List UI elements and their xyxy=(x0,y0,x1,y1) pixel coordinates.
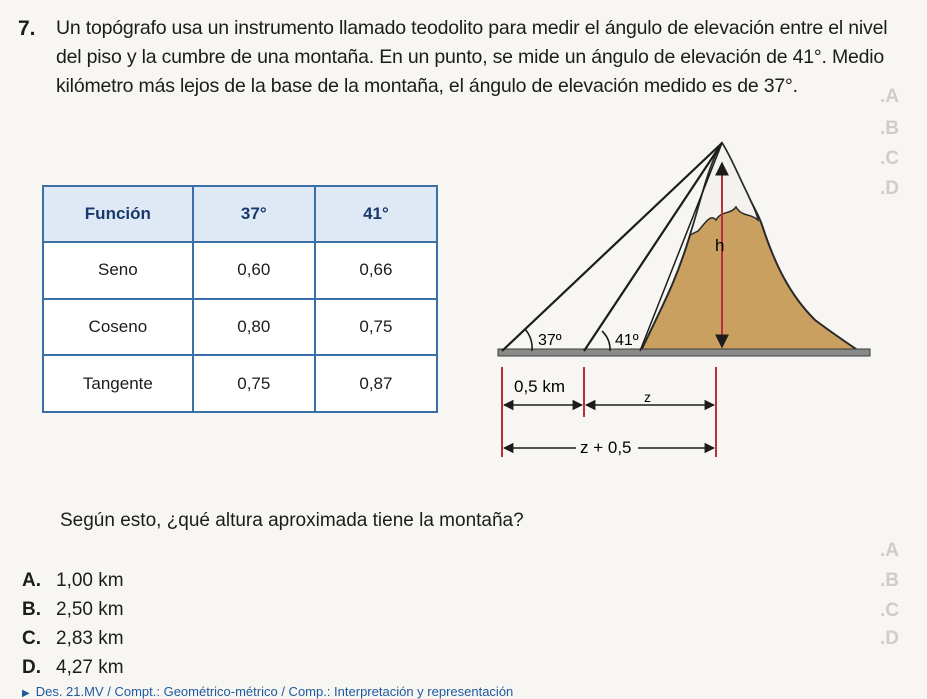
option-b[interactable] xyxy=(22,595,124,624)
option-d[interactable] xyxy=(22,653,124,682)
table-cell: 0,75 xyxy=(193,355,315,412)
trig-table xyxy=(42,185,438,413)
answer-options xyxy=(22,566,124,682)
total-label: z + 0,5 xyxy=(580,438,632,457)
option-c[interactable] xyxy=(22,624,124,653)
table-cell: 0,75 xyxy=(315,299,437,356)
table-row xyxy=(43,242,437,299)
option-letter: B. xyxy=(22,599,41,620)
problem-statement xyxy=(18,14,913,101)
height-label: h xyxy=(715,236,725,255)
option-text: 1,00 km xyxy=(56,570,124,591)
table-header-cell: 37° xyxy=(193,186,315,242)
option-letter: D. xyxy=(22,657,41,678)
bleed-through-mark: .A xyxy=(880,86,899,107)
bleed-through-mark: .B xyxy=(880,118,899,139)
option-text: 4,27 km xyxy=(56,657,124,678)
bleed-through-mark: .D xyxy=(880,628,899,649)
option-letter: C. xyxy=(22,628,41,649)
table-cell: 0,80 xyxy=(193,299,315,356)
problem-text: Un topógrafo usa un instrumento llamado teodolito para medir el ángulo de elevación entre el nivel del piso y la cumbre de una montaña. En un punto, se mide un ángulo de elevación de 41°. Medio kilómetro más lejos de la base de la montaña, el ángulo de elevación medido es de 37°. xyxy=(56,17,888,97)
footer-note xyxy=(22,684,513,699)
option-letter: A. xyxy=(22,570,41,591)
table-cell: 0,66 xyxy=(315,242,437,299)
table-header-cell: Función xyxy=(43,186,193,242)
table-cell: 0,60 xyxy=(193,242,315,299)
triangle-right-icon: ▶ xyxy=(22,688,30,699)
question-text: Según esto, ¿qué altura aproximada tiene la montaña? xyxy=(60,510,524,531)
angle-arc-37 xyxy=(525,329,532,351)
angle-arc-41 xyxy=(602,331,610,351)
ground-line xyxy=(498,349,870,356)
bleed-through-mark: .A xyxy=(880,540,899,561)
table-row xyxy=(43,355,437,412)
option-text: 2,50 km xyxy=(56,599,124,620)
table-cell: 0,87 xyxy=(315,355,437,412)
table-header-cell: 41° xyxy=(315,186,437,242)
bleed-through-mark: .C xyxy=(880,148,899,169)
bleed-through-mark: .C xyxy=(880,600,899,621)
dist2-label: z xyxy=(644,389,651,405)
table-cell: Tangente xyxy=(43,355,193,412)
mountain-figure xyxy=(490,135,880,465)
footer-text: Des. 21.MV / Compt.: Geométrico-métrico / Comp.: Interpretación y representación xyxy=(35,684,514,699)
option-text: 2,83 km xyxy=(56,628,124,649)
table-cell: Coseno xyxy=(43,299,193,356)
option-a[interactable] xyxy=(22,566,124,595)
problem-number: 7. xyxy=(18,17,36,40)
bleed-through-mark: .D xyxy=(880,178,899,199)
mountain-shape xyxy=(640,143,862,353)
angle-37-label: 37º xyxy=(538,332,562,349)
table-header-row xyxy=(43,186,437,242)
table-row xyxy=(43,299,437,356)
dist1-label: 0,5 km xyxy=(514,377,566,396)
table-cell: Seno xyxy=(43,242,193,299)
bleed-through-mark: .B xyxy=(880,570,899,591)
angle-41-label: 41º xyxy=(615,332,639,349)
